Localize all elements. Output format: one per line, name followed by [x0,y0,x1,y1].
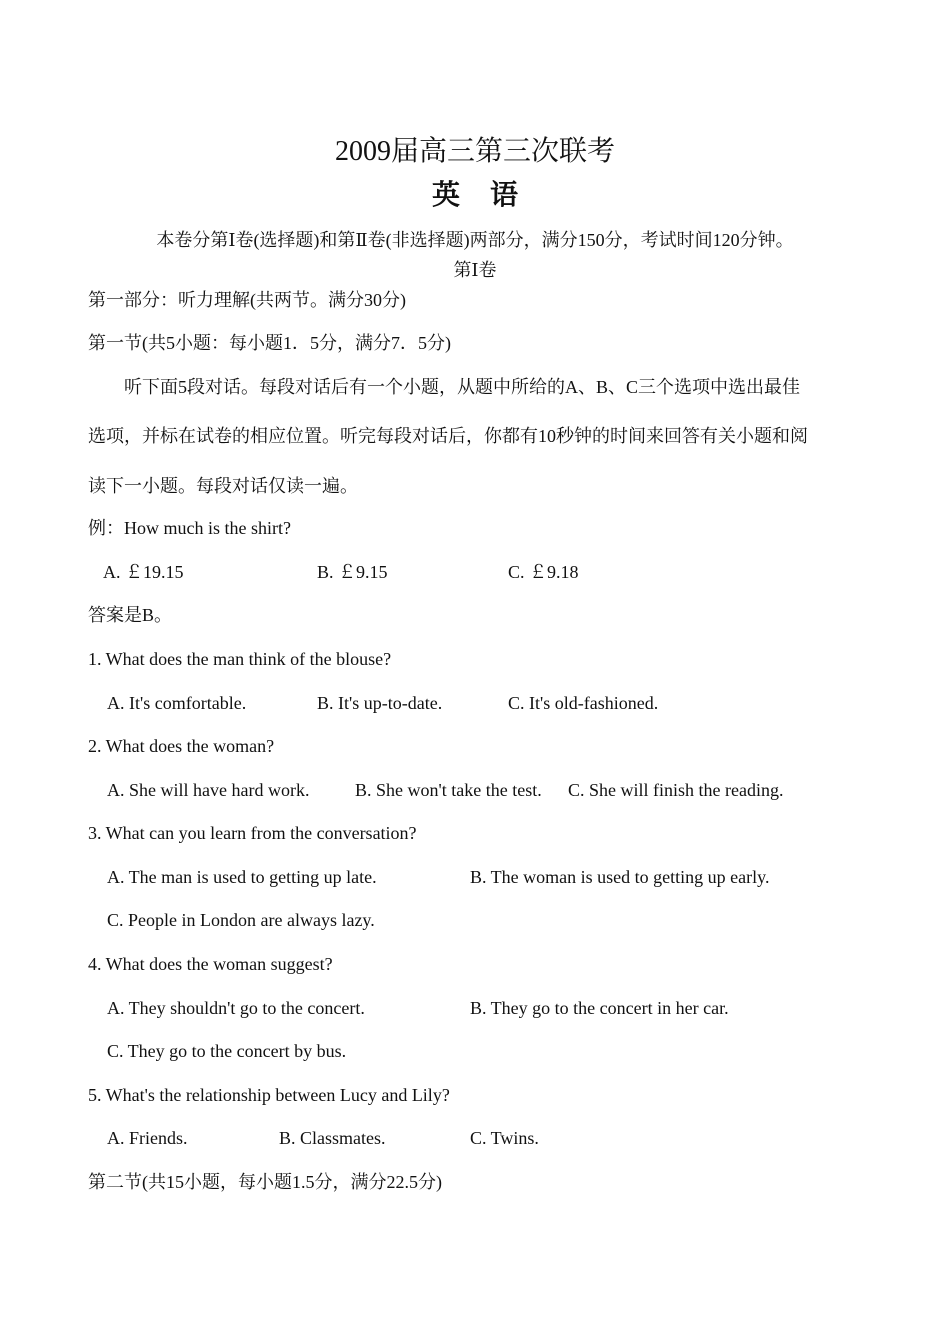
example-option-c: C. ￡9.18 [508,562,579,582]
exam-title: 2009届高三第三次联考 [334,136,615,167]
part1-heading: 第一部分：听力理解(共两节。满分30分) [88,290,406,310]
q1-option-c: C. It's old-fashioned. [508,693,659,713]
q5-option-b: B. Classmates. [279,1128,386,1148]
question-1: 1. What does the man think of the blouse? [88,649,392,669]
section1-heading: 第一节(共5小题：每小题1．5分，满分7．5分) [88,333,451,353]
q2-option-a: A. She will have hard work. [107,780,310,800]
q4-option-c: C. They go to the concert by bus. [107,1041,347,1061]
q1-option-b: B. It's up-to-date. [317,693,443,713]
example-answer: 答案是B。 [88,605,173,625]
example-question: 例：How much is the shirt? [88,518,291,538]
instruction-line-2: 选项，并标在试卷的相应位置。听完每段对话后，你都有10秒钟的时间来回答有关小题和阅 [88,426,808,446]
question-4: 4. What does the woman suggest? [88,954,333,974]
question-5: 5. What's the relationship between Lucy and Lily? [88,1085,450,1105]
q3-option-b: B. The woman is used to getting up early. [470,867,770,887]
q4-option-b: B. They go to the concert in her car. [470,998,729,1018]
instruction-line-3: 读下一小题。每段对话仅读一遍。 [88,476,358,496]
question-3: 3. What can you learn from the conversation? [88,823,417,843]
q5-option-a: A. Friends. [107,1128,188,1148]
q4-option-a: A. They shouldn't go to the concert. [107,998,365,1018]
q3-option-a: A. The man is used to getting up late. [107,867,377,887]
q2-option-c: C. She will finish the reading. [568,780,784,800]
instruction-line-1: 听下面5段对话。每段对话后有一个小题，从题中所给的A、B、C三个选项中选出最佳 [124,377,801,397]
q3-option-c: C. People in London are always lazy. [107,910,375,930]
example-option-a: A. ￡19.15 [103,562,184,582]
volume-label: 第Ⅰ卷 [453,260,497,280]
q1-option-a: A. It's comfortable. [107,693,247,713]
example-option-b: B. ￡9.15 [317,562,388,582]
section2-heading: 第二节(共15小题，每小题1.5分，满分22.5分) [88,1172,442,1192]
exam-intro: 本卷分第Ⅰ卷(选择题)和第Ⅱ卷(非选择题)两部分，满分150分，考试时间120分钟。 [156,230,794,250]
q5-option-c: C. Twins. [470,1128,539,1148]
q2-option-b: B. She won't take the test. [355,780,542,800]
exam-subject: 英语 [431,180,548,211]
question-2: 2. What does the woman? [88,736,275,756]
